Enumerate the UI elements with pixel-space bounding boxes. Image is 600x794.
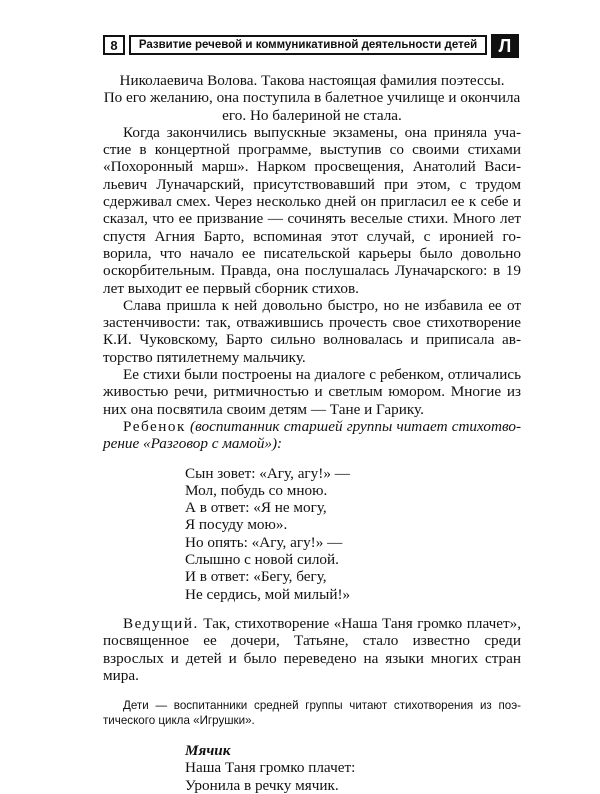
paragraph-1: [103, 72, 521, 124]
paragraph-1-line-1: Николаевича Волова. Такова настоящая фамилия поэтессы.: [119, 72, 505, 89]
speaker-child: Ребенок: [123, 417, 186, 435]
stage-direction: (воспитанник старшей группы читает стихотворение «Разговор с мамой»):: [103, 417, 521, 453]
poem-line: Мол, побудь со мною.: [185, 481, 328, 499]
speaker-host: Ведущий.: [123, 614, 199, 632]
child-speaker-line: [103, 418, 521, 453]
poem-line: А в ответ: «Я не могу,: [185, 499, 327, 517]
poem-conversation-with-mom: [185, 465, 521, 603]
poem-line: Я посуду мою».: [185, 516, 288, 534]
poem-line: Уронила в речку мячик.: [185, 776, 339, 794]
poem-line: Но опять: «Агу, агу!» —: [185, 533, 343, 551]
stage-note: Дети — воспитанники средней группы читают стихотворения из поэтического цикла «Игрушки».: [103, 699, 521, 728]
poem-line: И в ответ: «Бегу, бегу,: [185, 568, 327, 586]
publisher-logo-icon: Л: [491, 34, 519, 58]
running-header: [103, 35, 519, 57]
paragraph-2: Когда закончились выпускные экзамены, она приняла участие в концертной программе, выступив со своими стихами «Похоронный марш». Нарком просвещения, Анатолий Васильевич Луначарский, присутствовавший при этом, с трудом сдерживал смех. Через несколько дней он пригласил ее к себе и сказал, что ее призвание — сочинять веселые стихи. Много лет спустя Агния Барто, вспоминая этот случай, с иронией говорила, что начало ее писательской карьеры было довольно оскорбительным. Правда, она послушалась Луначарского: в 19 лет выходит ее первый сборник стихов.: [103, 123, 521, 297]
paragraph-4: Ее стихи были построены на диалоге с ребенком, отличaлись живостью речи, ритмичностью и светлым юмором. Многие из них она посвятила своим детям — Тане и Гарику.: [103, 366, 521, 418]
page-number: 8: [103, 35, 125, 55]
poem-line: Сын зовет: «Агу, агу!» —: [185, 464, 350, 482]
poem-line: Слышно с новой силой.: [185, 551, 339, 569]
poem-line: Наша Таня громко плачет:: [185, 759, 356, 777]
running-title: Развитие речевой и коммуникативной деятельности детей: [129, 35, 487, 55]
host-line: [103, 615, 521, 684]
paragraph-1-line-3: его. Но балериной не стала.: [222, 106, 402, 124]
poem-line: Не сердись, мой милый!»: [185, 585, 351, 603]
main-text: [103, 72, 521, 794]
paragraph-3: Слава пришла к ней довольно быстро, но не избавила ее от застенчивости: так, отважившись прочесть свое стихотворение К.И. Чуковскому, Барто сильно волновалась и приписала авторство пятилетнему мальчику.: [103, 296, 521, 366]
poem-title: Мячик: [185, 742, 231, 760]
host-text: Так, стихотворение «Наша Таня громко плачет», посвященное ее дочери, Татьяне, стало известно среди взрослых и детей и было переведено на языки многих стран мира.: [103, 614, 521, 684]
paragraph-1-line-2: По его желанию, она поступила в балетное училище и окончила: [103, 89, 521, 107]
